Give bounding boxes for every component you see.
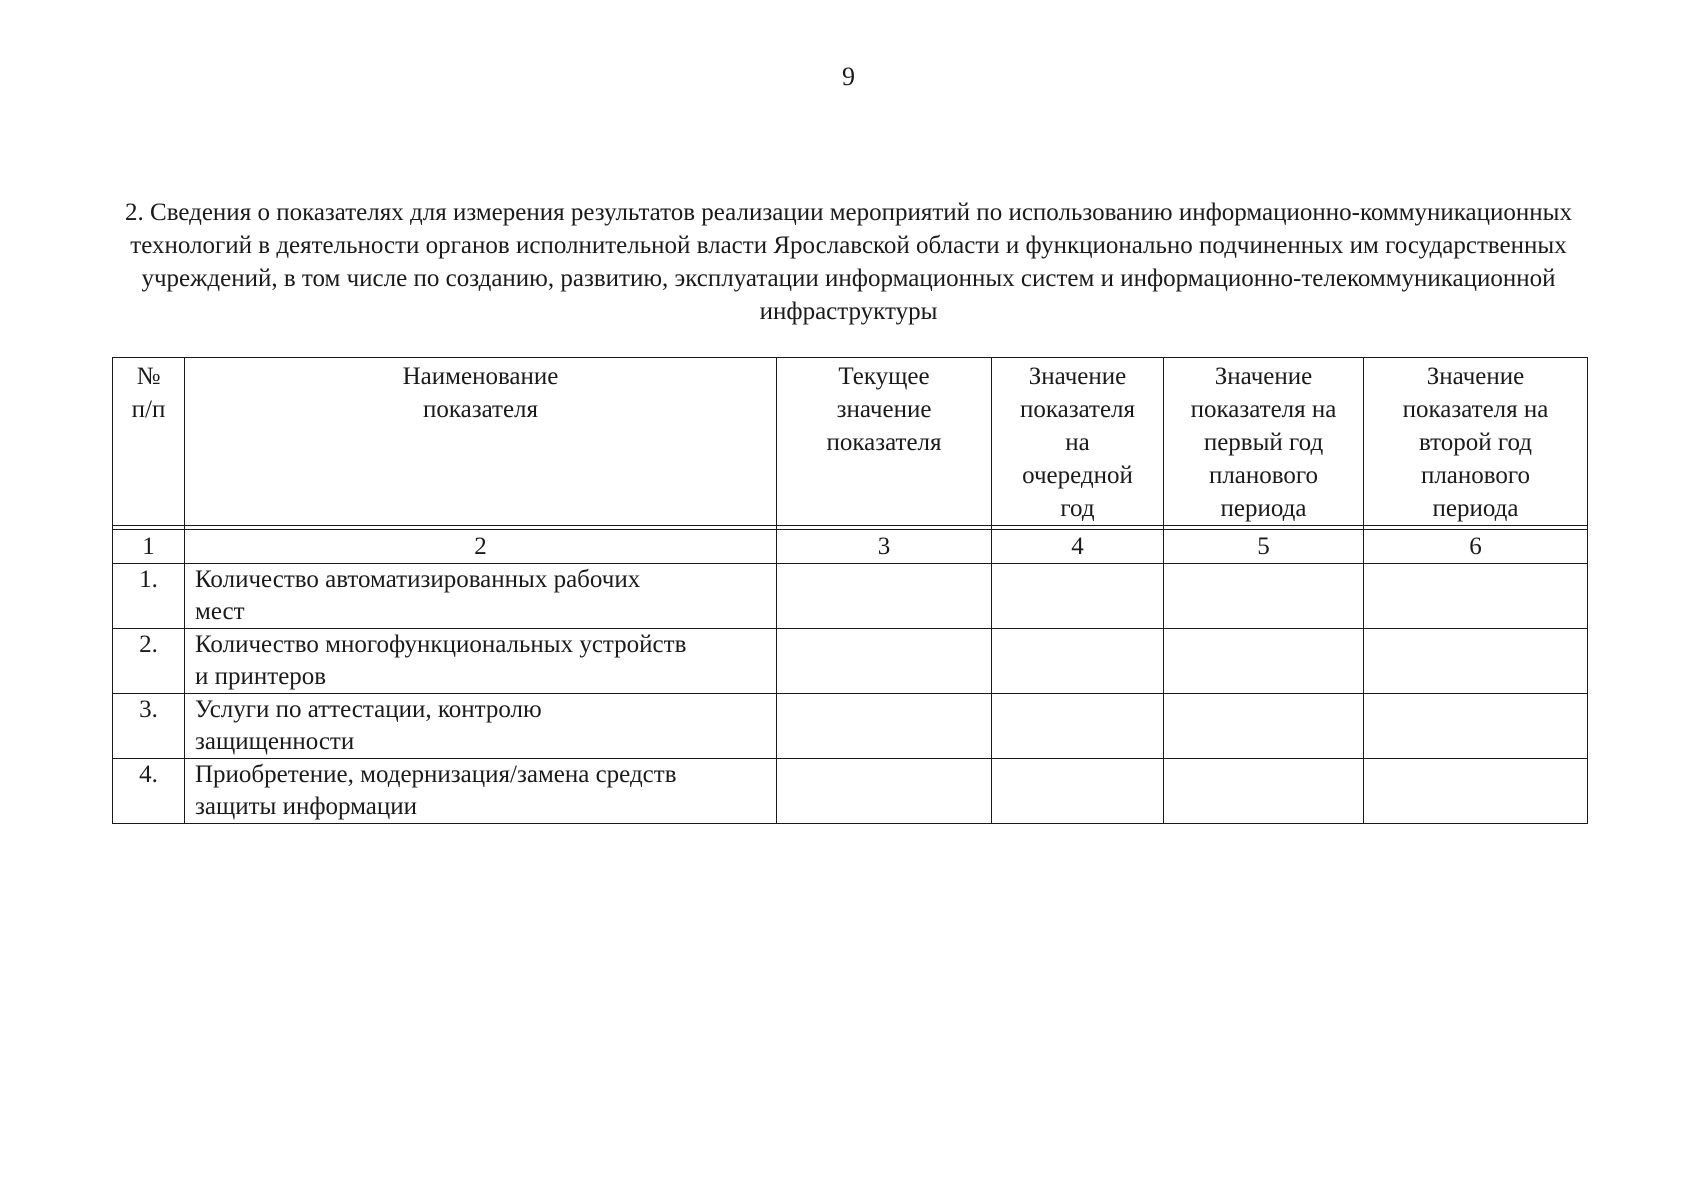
plan-year-2-value-cell [1364, 564, 1588, 629]
header-line: планового [1208, 462, 1319, 489]
next-year-value-cell [992, 629, 1164, 694]
indicator-name [185, 629, 777, 694]
plan-year-1-value-cell [1164, 629, 1364, 694]
indicator-name-line: Количество автоматизированных рабочих [195, 566, 641, 593]
current-value-cell [777, 694, 992, 759]
plan-year-2-value-cell [1364, 694, 1588, 759]
header-line: значение [836, 396, 932, 423]
plan-year-1-value-cell [1164, 759, 1364, 824]
current-value-cell [777, 564, 992, 629]
column-number: 3 [777, 530, 992, 564]
row-number: 3. [113, 694, 185, 759]
header-line: показателя [422, 396, 539, 423]
header-line: показателя на [1190, 396, 1337, 423]
next-year-value-cell [992, 564, 1164, 629]
indicator-name-line: мест [195, 598, 245, 625]
header-col-next-year [992, 358, 1164, 526]
plan-year-2-value-cell [1364, 629, 1588, 694]
header-line: показателя на [1402, 396, 1549, 423]
indicator-name [185, 759, 777, 824]
indicator-name-line: Приобретение, модернизация/замена средств [195, 761, 677, 788]
column-number: 4 [992, 530, 1164, 564]
column-number: 1 [113, 530, 185, 564]
header-line: год [1060, 495, 1095, 522]
row-number: 2. [113, 629, 185, 694]
header-line: периода [1432, 495, 1519, 522]
table-row [113, 564, 1588, 629]
plan-year-1-value-cell [1164, 694, 1364, 759]
indicator-name [185, 694, 777, 759]
plan-year-2-value-cell [1364, 759, 1588, 824]
current-value-cell [777, 629, 992, 694]
header-col-plan-year-2 [1364, 358, 1588, 526]
indicator-name-line: и принтеров [195, 663, 327, 690]
header-col-current [777, 358, 992, 526]
table-header-row [113, 358, 1588, 526]
table-row [113, 694, 1588, 759]
row-number: 4. [113, 759, 185, 824]
header-line: второй год [1418, 429, 1533, 456]
header-col-number [113, 358, 185, 526]
header-line: п/п [131, 396, 166, 423]
header-line: первый год [1203, 429, 1324, 456]
indicator-name [185, 564, 777, 629]
header-line: Значение [1214, 363, 1313, 390]
header-line: планового [1420, 462, 1531, 489]
column-number: 6 [1364, 530, 1588, 564]
header-col-name [185, 358, 777, 526]
indicator-name-line: защищенности [195, 728, 355, 755]
column-number: 5 [1164, 530, 1364, 564]
table-row [113, 629, 1588, 694]
header-line: № [136, 363, 161, 390]
header-line: очередной [1022, 462, 1133, 489]
column-number: 2 [185, 530, 777, 564]
section-title: 2. Сведения о показателях для измерения результатов реализации мероприятий по использованию информационно-коммуникационных технологий в деятельности органов исполнительной власти Ярославской области и функционально подчиненных им государственных учреждений, в том числе по созданию, развитию, эксплуатации информационных систем и информационно-телекоммуникационной инфраструктуры [125, 199, 1572, 325]
header-line: периода [1220, 495, 1307, 522]
header-line: показателя [826, 429, 942, 456]
header-line: Текущее [838, 363, 930, 390]
current-value-cell [777, 759, 992, 824]
column-numbers-row [113, 530, 1588, 564]
indicator-name-line: Услуги по аттестации, контролю [195, 696, 542, 723]
next-year-value-cell [992, 694, 1164, 759]
header-col-plan-year-1 [1164, 358, 1364, 526]
row-number: 1. [113, 564, 185, 629]
indicators-table-container [112, 357, 1587, 824]
indicator-name-line: защиты информации [195, 793, 418, 820]
next-year-value-cell [992, 759, 1164, 824]
header-line: показателя [1019, 396, 1136, 423]
indicator-name-line: Количество многофункциональных устройств [195, 631, 687, 658]
table-row [113, 759, 1588, 824]
plan-year-1-value-cell [1164, 564, 1364, 629]
header-line: Значение [1028, 363, 1127, 390]
header-line: на [1065, 429, 1090, 456]
header-line: Значение [1426, 363, 1525, 390]
page-number: 9 [842, 62, 855, 91]
indicators-table [112, 357, 1588, 824]
header-line: Наименование [402, 363, 559, 390]
